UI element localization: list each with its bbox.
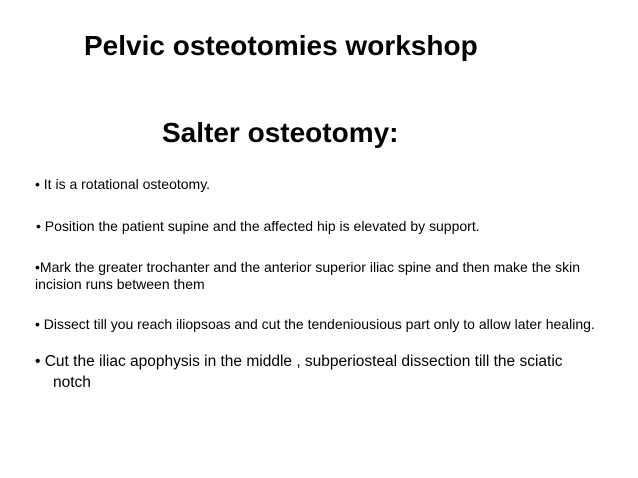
bullet-cut-apophysis — [35, 351, 625, 393]
bullet-rotational: • It is a rotational osteotomy. — [35, 176, 211, 192]
bullet-mark-incision: •Mark the greater trochanter and the anterior superior iliac spine and then make the skin incision runs between them — [35, 259, 580, 292]
bullet-cut-apophysis-line1: • Cut the iliac apophysis in the middle , subperiosteal dissection till the sciatic — [35, 353, 563, 370]
bullet-cut-apophysis-line2: notch — [53, 374, 91, 391]
bullet-dissect: • Dissect till you reach iliopsoas and cut the tendeniousious part only to allow later healing. — [35, 316, 595, 332]
slide-subtitle: Salter osteotomy: — [162, 117, 399, 148]
slide-title: Pelvic osteotomies workshop — [84, 30, 478, 61]
bullet-position: • Position the patient supine and the affected hip is elevated by support. — [36, 218, 480, 234]
